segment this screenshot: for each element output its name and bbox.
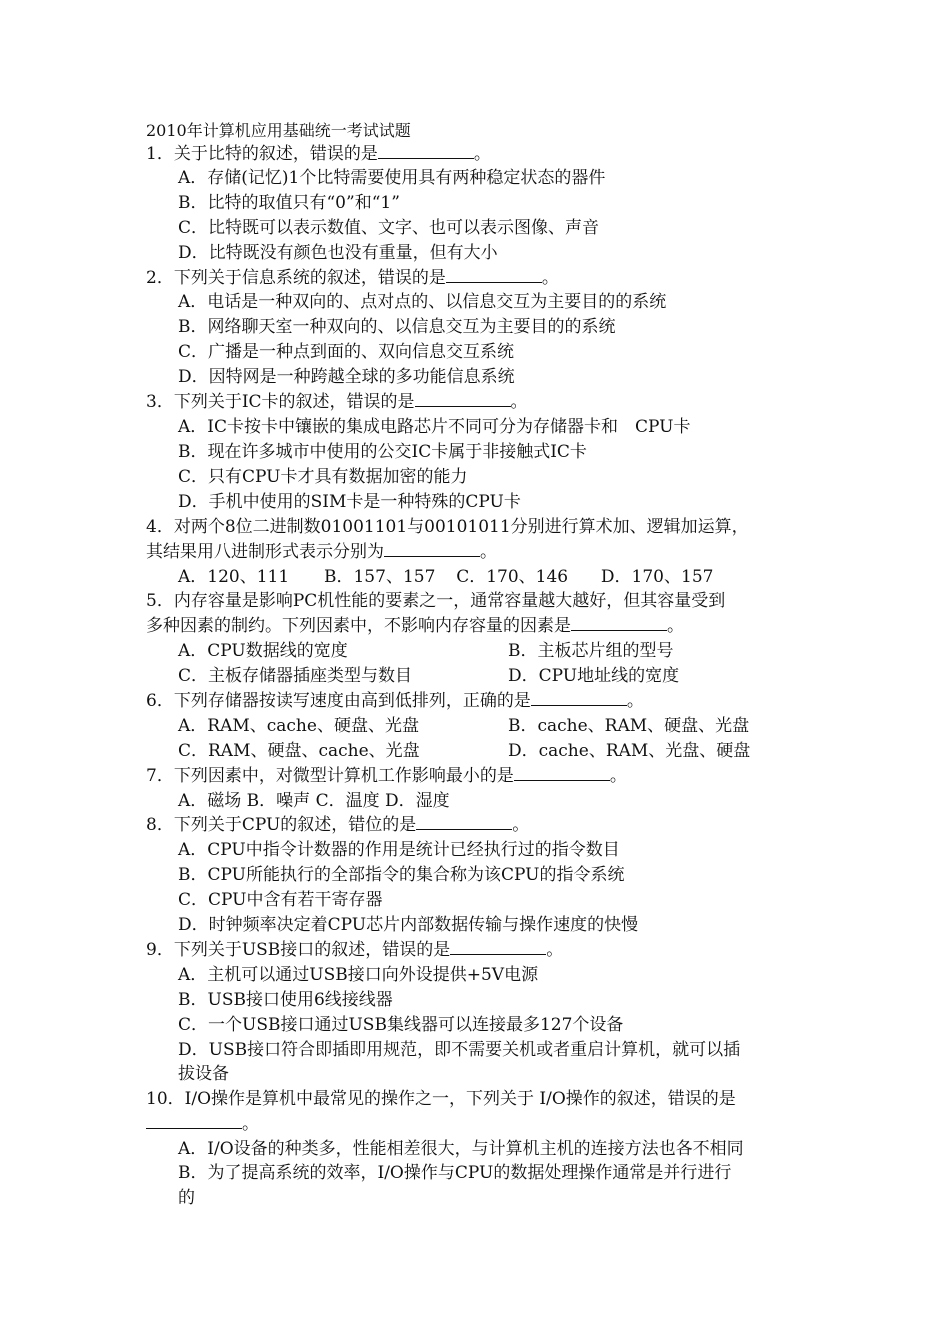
q2-option-a: A．电话是一种双向的、点对点的、以信息交互为主要目的的系统 [178,292,667,312]
q4-option-c: C．170、146 [456,567,569,587]
question-2: 2．下列关于信息系统的叙述，错误的是 。 [146,268,559,288]
answer-blank [146,1114,242,1129]
answer-blank [416,815,512,830]
exam-title: 2010年计算机应用基础统一考试试题 [146,121,411,140]
q9-option-c: C．一个USB接口通过USB集线器可以连接最多127个设备 [178,1015,624,1035]
q8-option-a: A．CPU中指令计数器的作用是统计已经执行过的指令数目 [178,840,620,860]
q9-option-b: B．USB接口使用6线接线器 [178,990,393,1010]
answer-blank [450,940,546,955]
q4-option-d: D．170、157 [600,567,714,587]
q10-option-b-line-1: B．为了提高系统的效率，I/O操作与CPU的数据处理操作通常是并行进行 [178,1163,732,1183]
question-5-line-1: 5．内存容量是影响PC机性能的要素之一，通常容量越大越好，但其容量受到 [146,591,726,611]
q3-option-c: C．只有CPU卡才具有数据加密的能力 [178,467,468,487]
q1-option-b: B．比特的取值只有“0”和“1” [178,193,400,213]
answer-blank [378,144,474,159]
q9-option-d-line-1: D．USB接口符合即插即用规范，即不需要关机或者重启计算机，就可以插 [178,1040,741,1060]
q10-option-b-line-2: 的 [178,1188,195,1208]
q5-option-b: B．主板芯片组的型号 [508,641,674,661]
question-9: 9．下列关于USB接口的叙述，错误的是 。 [146,940,564,960]
q8-option-d: D．时钟频率决定着CPU芯片内部数据传输与操作速度的快慢 [178,915,639,935]
q8-option-c: C．CPU中含有若干寄存器 [178,890,383,910]
answer-blank [384,542,480,557]
q3-option-d: D．手机中使用的SIM卡是一种特殊的CPU卡 [178,492,521,512]
answer-blank [571,616,667,631]
q4-option-b: B．157、157 [324,567,436,587]
question-10-line-1: 10．I/O操作是算机中最常见的操作之一，下列关于 I/O操作的叙述，错误的是 [146,1089,736,1109]
question-3: 3．下列关于IC卡的叙述，错误的是 。 [146,392,528,412]
q9-option-d-line-2: 拔设备 [178,1064,229,1084]
q6-options-row-2 [178,739,778,764]
question-8: 8．下列关于CPU的叙述，错位的是 。 [146,815,530,835]
question-7: 7．下列因素中，对微型计算机工作影响最小的是 。 [146,766,627,786]
q5-options-row-2 [178,664,778,689]
q6-options-row-1 [178,714,778,739]
q1-option-d: D．比特既没有颜色也没有重量，但有大小 [178,243,498,263]
q6-option-c: C．RAM、硬盘、cache、光盘 [178,741,420,761]
q1-option-a: A．存储(记忆)1个比特需要使用具有两种稳定状态的器件 [178,168,606,188]
q5-option-a: A．CPU数据线的宽度 [178,641,348,661]
question-4-line-1: 4．对两个8位二进制数01001101与00101011分别进行算术加、逻辑加运算， [146,517,749,537]
q6-option-d: D．cache、RAM、光盘、硬盘 [508,741,751,761]
question-1: 1．关于比特的叙述，错误的是 。 [146,144,491,164]
q5-option-d: D．CPU地址线的宽度 [508,666,680,686]
q8-option-b: B．CPU所能执行的全部指令的集合称为该CPU的指令系统 [178,865,625,885]
question-10-line-2: 。 [146,1112,259,1137]
q2-option-b: B．网络聊天室一种双向的、以信息交互为主要目的的系统 [178,317,616,337]
q4-options [178,565,713,590]
q4-option-a: A．120、111 [178,567,290,587]
q6-option-a: A．RAM、cache、硬盘、光盘 [178,716,419,736]
answer-blank [415,392,511,407]
question-5-line-2: 多种因素的制约。下列因素中，不影响内存容量的因素是 。 [146,616,684,636]
q10-option-a: A．I/O设备的种类多，性能相差很大，与计算机主机的连接方法也各不相同 [178,1139,744,1159]
q9-option-a: A．主机可以通过USB接口向外设提供+5V电源 [178,965,539,985]
q5-option-c: C．主板存储器插座类型与数目 [178,666,413,686]
question-6: 6．下列存储器按读写速度由高到低排列，正确的是 。 [146,691,644,711]
q2-option-d: D．因特网是一种跨越全球的多功能信息系统 [178,367,515,387]
q2-option-c: C．广播是一种点到面的、双向信息交互系统 [178,342,515,362]
answer-blank [514,766,610,781]
q3-option-b: B．现在许多城市中使用的公交IC卡属于非接触式IC卡 [178,442,587,462]
answer-blank [531,691,627,706]
q3-option-a: A．IC卡按卡中镶嵌的集成电路芯片不同可分为存储器卡和 CPU卡 [178,417,691,437]
answer-blank [446,268,542,283]
q7-options: A．磁场 B．噪声 C．温度 D．湿度 [178,791,450,811]
q5-options-row-1 [178,639,778,664]
q1-option-c: C．比特既可以表示数值、文字、也可以表示图像、声音 [178,218,600,238]
question-4-line-2: 其结果用八进制形式表示分别为 。 [146,542,497,562]
q6-option-b: B．cache、RAM、硬盘、光盘 [508,716,750,736]
